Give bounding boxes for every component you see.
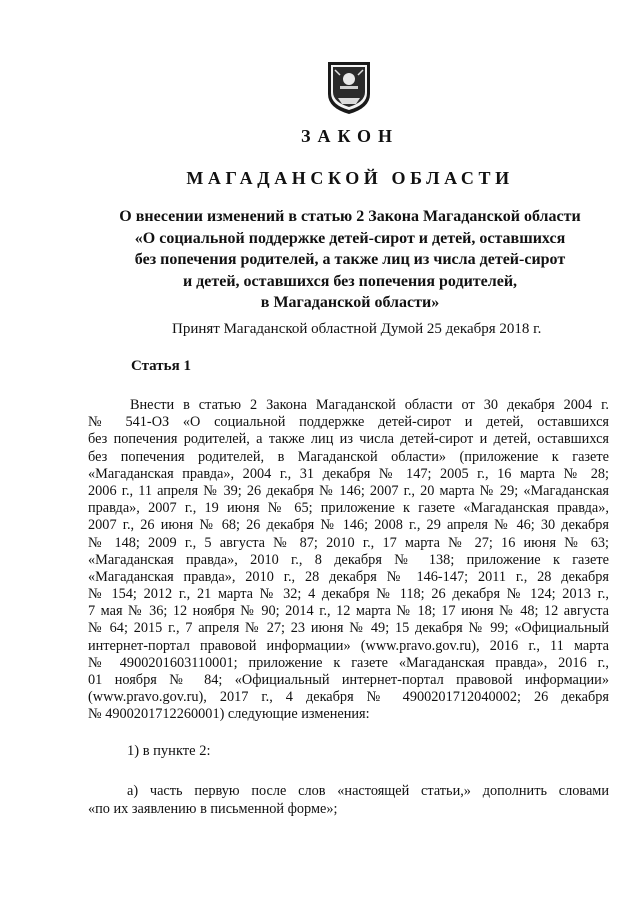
- adoption-line: Принят Магаданской областной Думой 25 декабря 2018 г.: [172, 321, 542, 337]
- body-line: (www.pravo.gov.ru), 2017 г., 4 декабря № 4900201712040002; 26 декабря: [88, 689, 609, 706]
- article-body: [88, 397, 609, 724]
- subtitle-line: «О социальной поддержке детей-сирот и детей, оставшихся: [134, 229, 566, 247]
- body-line: № 64; 2015 г., 7 апреля № 27; 23 июня № 49; 15 декабря № 99; «Официальный: [88, 620, 609, 637]
- body-line: «Магаданская правда», 2010 г., 8 декабря № 138; приложение к газете: [88, 551, 609, 568]
- item-line: «по их заявлению в письменной форме»;: [88, 801, 338, 817]
- body-line: правда», 2007 г., 19 июня № 65; приложение к газете «Магаданская правда»,: [88, 500, 609, 517]
- list-item-1a: [88, 782, 609, 818]
- item-line: а) часть первую после слов «настоящей статьи,» дополнить словами: [127, 783, 609, 799]
- document-type-heading: ЗАКОН: [300, 126, 400, 146]
- body-line: 01 ноября № 84; «Официальный интернет-портал правовой информации»: [88, 672, 609, 688]
- body-line: № 154; 2012 г., 21 марта № 32; 4 декабря № 118; 26 декабря № 124; 2013 г.,: [88, 586, 609, 603]
- subtitle-line: и детей, оставшихся без попечения родителей,: [182, 272, 518, 290]
- body-line: интернет-портал правовой информации» (www.pravo.gov.ru), 2016 г., 11 марта: [88, 637, 609, 654]
- subtitle-line: в Магаданской области»: [260, 294, 440, 311]
- body-line: Внести в статью 2 Закона Магаданской области от 30 декабря 2004 г.: [130, 397, 609, 413]
- region-heading: МАГАДАНСКОЙ ОБЛАСТИ: [186, 168, 514, 188]
- subtitle-line: без попечения родителей, а также лиц из числа детей-сирот: [134, 251, 566, 268]
- body-line: 2006 г., 11 апреля № 39; 26 декабря № 146; 2007 г., 20 марта № 29; «Магаданская: [88, 482, 609, 499]
- body-line: без попечения родителей, а также лиц из числа детей-сирот и детей, оставшихся: [88, 431, 609, 448]
- body-line: «Магаданская правда», 2004 г., 31 декабря № 147; 2005 г., 16 марта № 28;: [88, 465, 609, 482]
- body-line: № 4900201603110001; приложение к газете «Магаданская правда», 2016 г.,: [88, 654, 609, 671]
- body-line: «Магаданская правда», 2010 г., 28 декабря № 146-147; 2011 г., 28 декабря: [88, 568, 609, 585]
- article-heading: Статья 1: [131, 358, 191, 374]
- law-subtitle: [90, 206, 610, 314]
- list-item-1: 1) в пункте 2:: [127, 743, 211, 759]
- body-line: без попечения родителей, в Магаданской области» (приложение к газете: [88, 448, 609, 465]
- body-line: № 4900201712260001) следующие изменения:: [88, 706, 370, 723]
- body-line: 2007 г., 26 июня № 68; 26 декабря № 146; 2008 г., 29 апреля № 46; 30 декабря: [88, 517, 609, 534]
- body-line: № 148; 2009 г., 5 августа № 87; 2010 г., 17 марта № 27; 16 июня № 63;: [88, 534, 609, 551]
- body-line: № 541-ОЗ «О социальной поддержке детей-сирот и детей, оставшихся: [88, 414, 609, 431]
- subtitle-line: О внесении изменений в статью 2 Закона Магаданской области: [119, 208, 581, 225]
- body-line: 7 мая № 36; 12 ноября № 90; 2014 г., 12 марта № 18; 17 июня № 48; 12 августа: [88, 603, 609, 620]
- coat-of-arms-emblem: [326, 58, 372, 116]
